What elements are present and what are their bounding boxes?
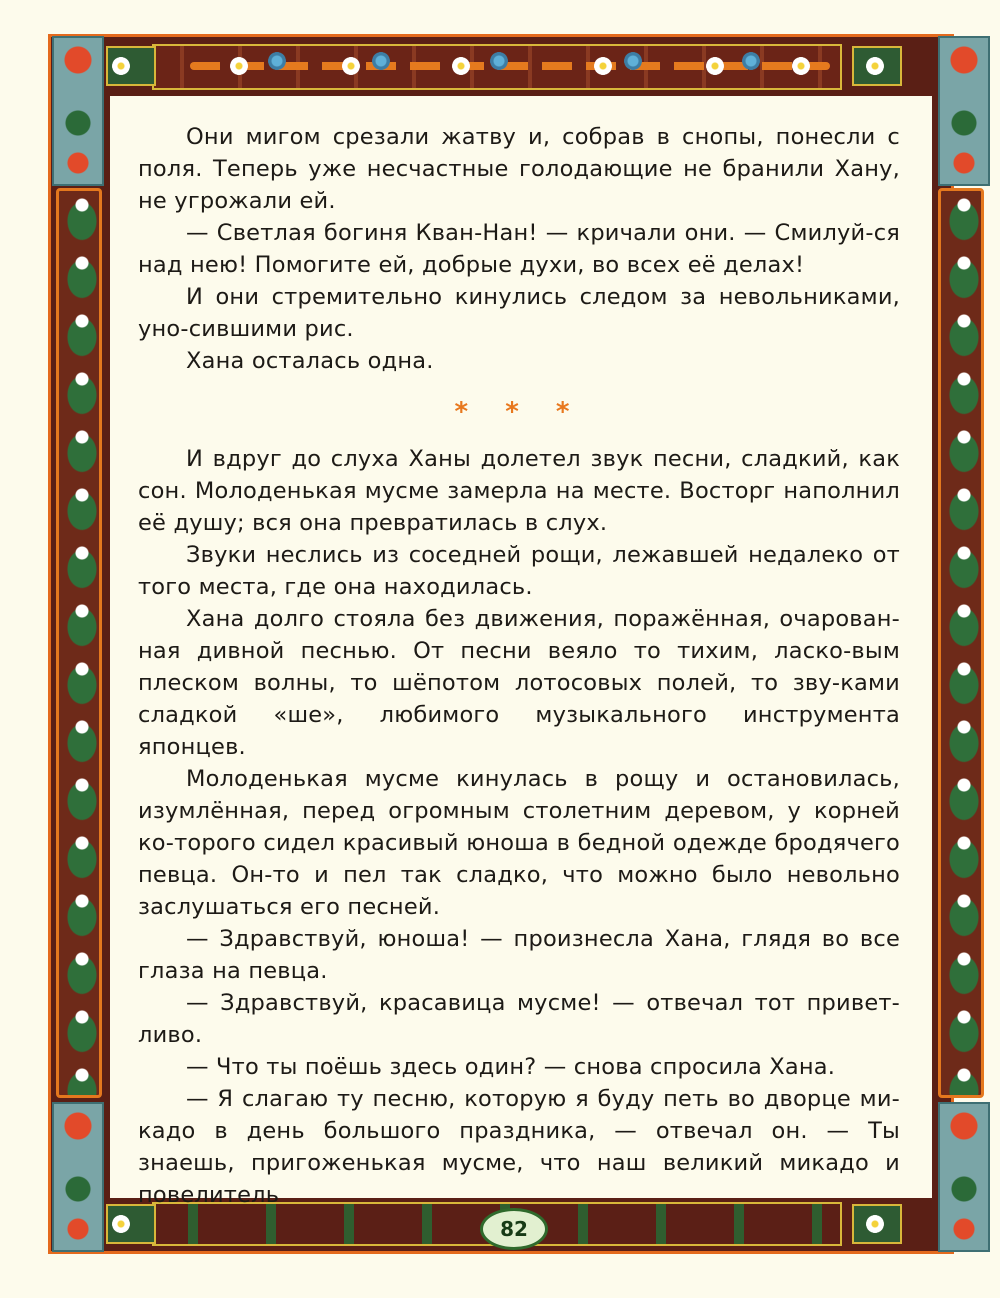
paragraph: И они стремительно кинулись следом за невольниками, уно-сившими рис. (138, 284, 900, 342)
blossom-icon (742, 52, 760, 70)
blossom-icon (706, 57, 724, 75)
section-separator: * * * (454, 397, 584, 427)
paragraph: — Здравствуй, красавица мусме! — отвечал тот привет-ливо. (138, 990, 900, 1048)
page-number: 82 (480, 1208, 548, 1250)
blossom-icon (230, 57, 248, 75)
blossom-icon (268, 52, 286, 70)
left-vine-border (56, 188, 102, 1098)
blossom-icon (866, 1215, 884, 1233)
paragraph: И вдруг до слуха Ханы долетел звук песни, сладкий, как сон. Молоденькая мусме замерла на месте. Восторг наполнил её душу; вся она превратилась в слух. (138, 446, 900, 536)
tulip-icon (938, 36, 990, 186)
right-vine-border (938, 188, 984, 1098)
paragraph: Они мигом срезали жатву и, собрав в снопы, понесли с поля. Теперь уже несчастные голодающие не бранили Хану, не угрожали ей. (138, 124, 900, 214)
paragraph: Хана осталась одна. (186, 348, 434, 374)
blossom-icon (624, 52, 642, 70)
paragraph: — Светлая богиня Кван-Нан! — кричали они. — Смилуй-ся над нею! Помогите ей, добрые духи, во всех её делах! (138, 220, 900, 278)
blossom-icon (112, 1215, 130, 1233)
blossom-icon (342, 57, 360, 75)
paragraph: Звуки неслись из соседней рощи, лежавшей недалеко от того места, где она находилась. (138, 542, 900, 600)
blossom-icon (112, 57, 130, 75)
page-content (110, 96, 932, 1208)
vine-icon (190, 62, 830, 70)
paragraph: Молоденькая мусме кинулась в рощу и остановилась, изумлённая, перед огромным столетним деревом, у корней ко-торого сидел красивый юноша в бедной одежде бродячего певца. Он-то и пел так сладко, что можно было невольно заслушаться его песней. (138, 766, 900, 920)
blossom-icon (866, 57, 884, 75)
story-text (138, 121, 900, 1211)
paragraph: Хана долго стояла без движения, поражённая, очарован-ная дивной песнью. От песни веяло то тихим, ласко-вым плеском волны, то шёпотом лотосовых полей, то зву-ками сладкой «ше», любимого музыкального инструмента японцев. (138, 606, 900, 760)
tulip-icon (938, 1102, 990, 1252)
paragraph: — Я слагаю ту песню, которую я буду петь во дворце ми-кадо в день большого праздника, — отвечал он. — Ты знаешь, пригоженькая мусме, что наш великий микадо и повелитель (138, 1086, 900, 1208)
tulip-icon (52, 1102, 104, 1252)
blossom-icon (792, 57, 810, 75)
paragraph: — Здравствуй, юноша! — произнесла Хана, глядя во все глаза на певца. (138, 926, 900, 984)
tulip-icon (52, 36, 104, 186)
blossom-icon (594, 57, 612, 75)
blossom-icon (490, 52, 508, 70)
blossom-icon (452, 57, 470, 75)
paragraph: — Что ты поёшь здесь один? — снова спросила Хана. (186, 1054, 836, 1080)
blossom-icon (372, 52, 390, 70)
